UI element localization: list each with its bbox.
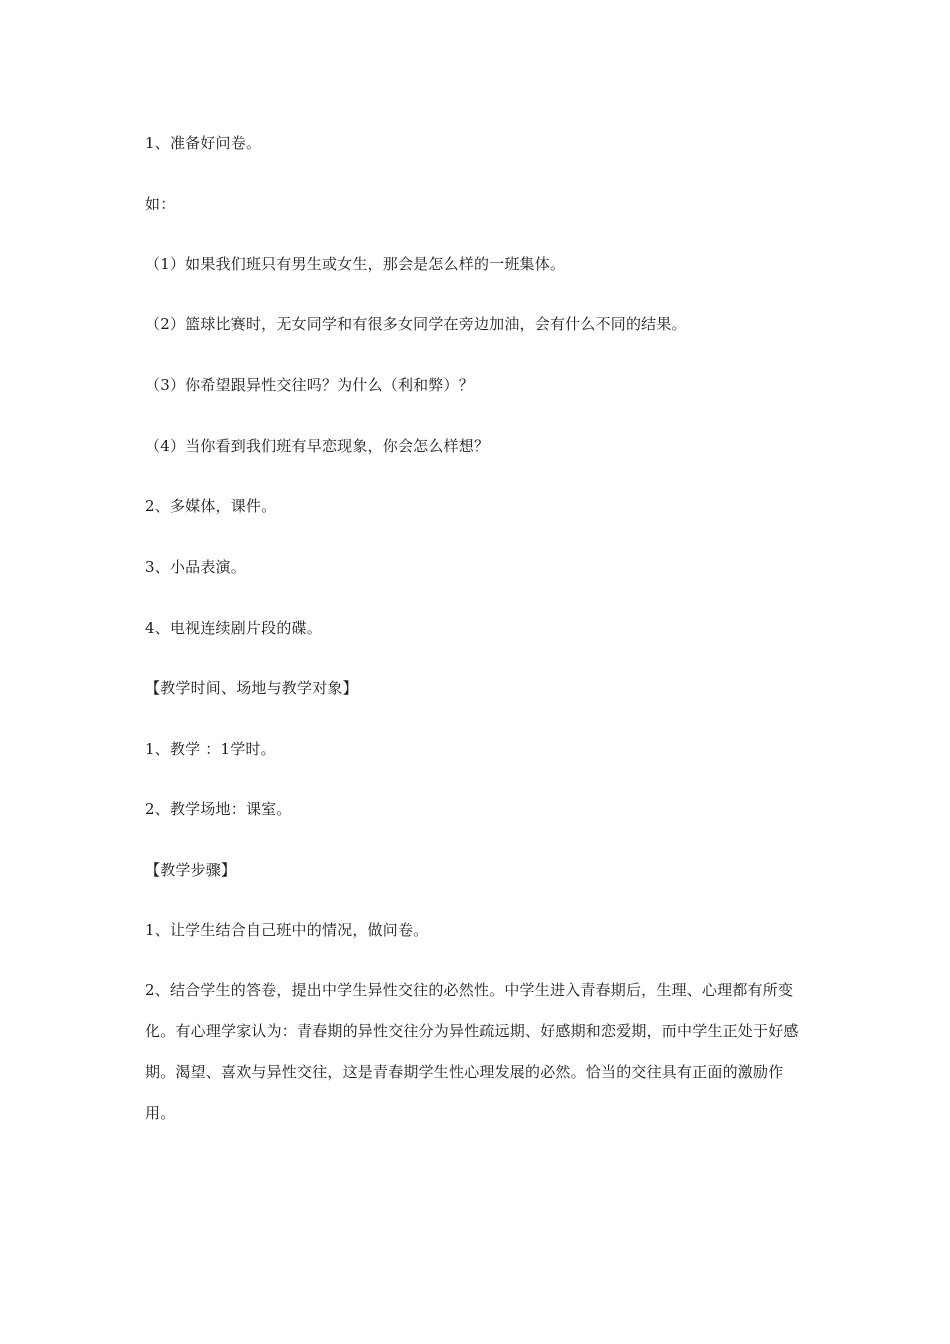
item-tv-disc: 4、电视连续剧片段的碟。 [145,619,322,637]
question-2: （2）篮球比赛时，无女同学和有很多女同学在旁边加油，会有什么不同的结果。 [145,315,687,333]
item-multimedia: 2、多媒体，课件。 [145,497,277,515]
step-1: 1、让学生结合自己班中的情况，做问卷。 [145,921,429,939]
item-teaching-venue: 2、教学场地：课室。 [145,800,292,818]
item-teaching-hours: 1、教学 ：1学时。 [145,740,276,758]
question-1: （1）如果我们班只有男生或女生，那会是怎么样的一班集体。 [145,255,566,273]
example-label: 如： [145,195,176,213]
question-4: （4）当你看到我们班有早恋现象，你会怎么样想？ [145,437,490,455]
step-2-paragraph: 2、结合学生的答卷，提出中学生异性交往的必然性。中学生进入青春期后，生理、心理都有所变化。有心理学家认为：青春期的异性交往分为异性疏远期、好感期和恋爱期，而中学生正处于好感期。渴望、喜欢与异性交往，这是青春期学生性心理发展的必然。恰当的交往具有正面的激励作用。 [145,981,799,1122]
item-prepare-questionnaire: 1、准备好问卷。 [145,134,262,152]
section-heading-time-place: 【教学时间、场地与教学对象】 [145,679,358,697]
section-heading-steps: 【教学步骤】 [145,861,237,879]
item-sketch: 3、小品表演。 [145,558,246,576]
question-3: （3）你希望跟异性交往吗？为什么（利和弊）？ [145,376,474,394]
